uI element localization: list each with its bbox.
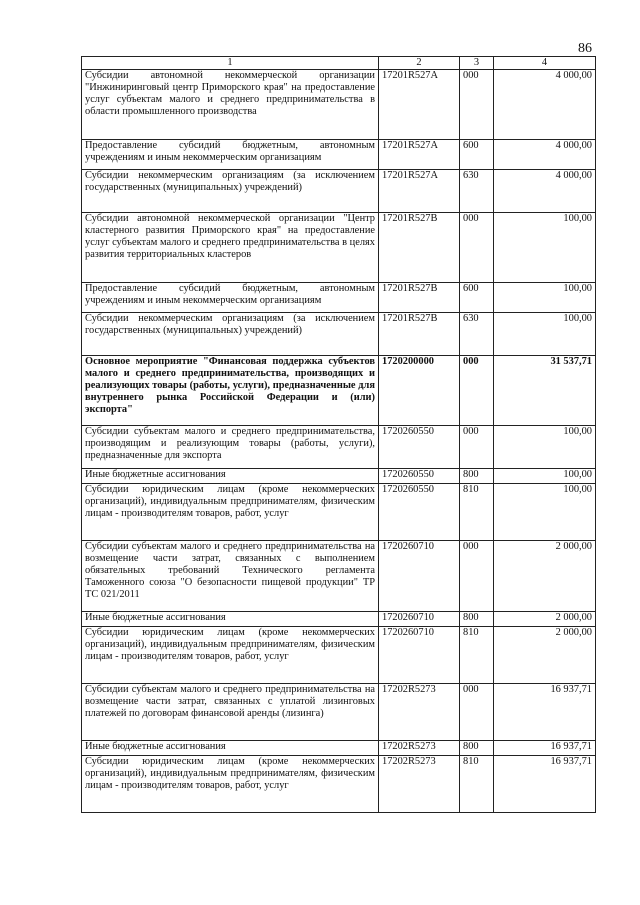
table-row (82, 541, 596, 612)
row-code: 1720260550 (379, 426, 460, 469)
row-name: Субсидии некоммерческим организациям (за исключением государственных (муниципальных) учреждений) (82, 313, 379, 356)
row-expense-type: 630 (460, 170, 494, 213)
row-amount: 16 937,71 (494, 756, 596, 813)
budget-table (81, 56, 596, 813)
row-name: Субсидии субъектам малого и среднего предпринимательства на возмещение части затрат, связанных с уплатой лизинговых платежей по договорам финансовой аренды (лизинга) (82, 684, 379, 741)
row-expense-type: 000 (460, 684, 494, 741)
table-row (82, 426, 596, 469)
row-expense-type: 600 (460, 140, 494, 170)
row-amount: 2 000,00 (494, 612, 596, 627)
row-amount: 31 537,71 (494, 356, 596, 426)
column-header: 1 (82, 57, 379, 70)
row-code: 1720260550 (379, 484, 460, 541)
row-code: 17201R527A (379, 140, 460, 170)
table-row (82, 170, 596, 213)
row-code: 1720260710 (379, 612, 460, 627)
row-amount: 4 000,00 (494, 70, 596, 140)
row-expense-type: 630 (460, 313, 494, 356)
row-name: Основное мероприятие "Финансовая поддержка субъектов малого и среднего предпринимательства, производящих и реализующих товары (работы, услуги), предназначенные для внутреннего рынка Российской Федерации и (или) экспорта" (82, 356, 379, 426)
row-expense-type: 810 (460, 484, 494, 541)
row-name: Предоставление субсидий бюджетным, автономным учреждениям и иным некоммерческим организациям (82, 283, 379, 313)
row-amount: 2 000,00 (494, 627, 596, 684)
table-row (82, 283, 596, 313)
row-name: Субсидии юридическим лицам (кроме некоммерческих организаций), индивидуальным предпринимателям, физическим лицам - производителям товаров, работ, услуг (82, 484, 379, 541)
row-expense-type: 000 (460, 70, 494, 140)
row-code: 17201R527A (379, 170, 460, 213)
row-expense-type: 800 (460, 612, 494, 627)
row-name: Иные бюджетные ассигнования (82, 741, 379, 756)
row-amount: 100,00 (494, 313, 596, 356)
row-name: Предоставление субсидий бюджетным, автономным учреждениям и иным некоммерческим организациям (82, 140, 379, 170)
row-amount: 100,00 (494, 426, 596, 469)
table-row (82, 756, 596, 813)
row-expense-type: 600 (460, 283, 494, 313)
row-name: Субсидии автономной некоммерческой организации "Центр кластерного развития Приморского края" на предоставление услуг субъектам малого и среднего предпринимательства в целях развития территориальных кластеров (82, 213, 379, 283)
row-expense-type: 810 (460, 627, 494, 684)
row-code: 17202R5273 (379, 756, 460, 813)
table-row (82, 741, 596, 756)
row-name: Субсидии юридическим лицам (кроме некоммерческих организаций), индивидуальным предпринимателям, физическим лицам - производителям товаров, работ, услуг (82, 627, 379, 684)
table-row (82, 356, 596, 426)
row-expense-type: 800 (460, 469, 494, 484)
row-amount: 4 000,00 (494, 170, 596, 213)
row-name: Субсидии некоммерческим организациям (за исключением государственных (муниципальных) учреждений) (82, 170, 379, 213)
row-code: 1720260550 (379, 469, 460, 484)
row-code: 1720260710 (379, 627, 460, 684)
row-amount: 100,00 (494, 213, 596, 283)
page-number: 86 (578, 41, 592, 56)
row-name: Иные бюджетные ассигнования (82, 469, 379, 484)
row-code: 17201R527B (379, 213, 460, 283)
row-expense-type: 000 (460, 426, 494, 469)
row-amount: 100,00 (494, 469, 596, 484)
column-header: 2 (379, 57, 460, 70)
table-row (82, 627, 596, 684)
row-code: 17201R527B (379, 283, 460, 313)
row-name: Субсидии субъектам малого и среднего предпринимательства, производящим и реализующим товары (работы, услуги), предназначенные для экспорта (82, 426, 379, 469)
row-amount: 16 937,71 (494, 741, 596, 756)
table-row (82, 140, 596, 170)
table-row (82, 313, 596, 356)
row-name: Субсидии автономной некоммерческой организации "Инжиниринговый центр Приморского края" на предоставление услуг субъектам малого и среднего предпринимательства в области промышленного производства (82, 70, 379, 140)
table-row (82, 469, 596, 484)
row-amount: 100,00 (494, 484, 596, 541)
column-header: 4 (494, 57, 596, 70)
table-row (82, 70, 596, 140)
row-expense-type: 810 (460, 756, 494, 813)
row-name: Иные бюджетные ассигнования (82, 612, 379, 627)
row-amount: 16 937,71 (494, 684, 596, 741)
row-amount: 2 000,00 (494, 541, 596, 612)
row-code: 17202R5273 (379, 684, 460, 741)
table-row (82, 684, 596, 741)
row-amount: 4 000,00 (494, 140, 596, 170)
row-amount: 100,00 (494, 283, 596, 313)
row-expense-type: 800 (460, 741, 494, 756)
row-code: 17201R527B (379, 313, 460, 356)
row-expense-type: 000 (460, 356, 494, 426)
row-code: 17201R527A (379, 70, 460, 140)
row-code: 17202R5273 (379, 741, 460, 756)
row-expense-type: 000 (460, 541, 494, 612)
row-expense-type: 000 (460, 213, 494, 283)
row-code: 1720200000 (379, 356, 460, 426)
row-name: Субсидии юридическим лицам (кроме некоммерческих организаций), индивидуальным предпринимателям, физическим лицам - производителям товаров, работ, услуг (82, 756, 379, 813)
row-code: 1720260710 (379, 541, 460, 612)
row-name: Субсидии субъектам малого и среднего предпринимательства на возмещение части затрат, связанных с выполнением обязательных требований Технического регламента Таможенного союза "О безопасности пищевой продукции" ТР ТС 021/2011 (82, 541, 379, 612)
table-header-row (82, 57, 596, 70)
table-body (82, 70, 596, 813)
table-row (82, 484, 596, 541)
column-header: 3 (460, 57, 494, 70)
table-row (82, 213, 596, 283)
table-row (82, 612, 596, 627)
